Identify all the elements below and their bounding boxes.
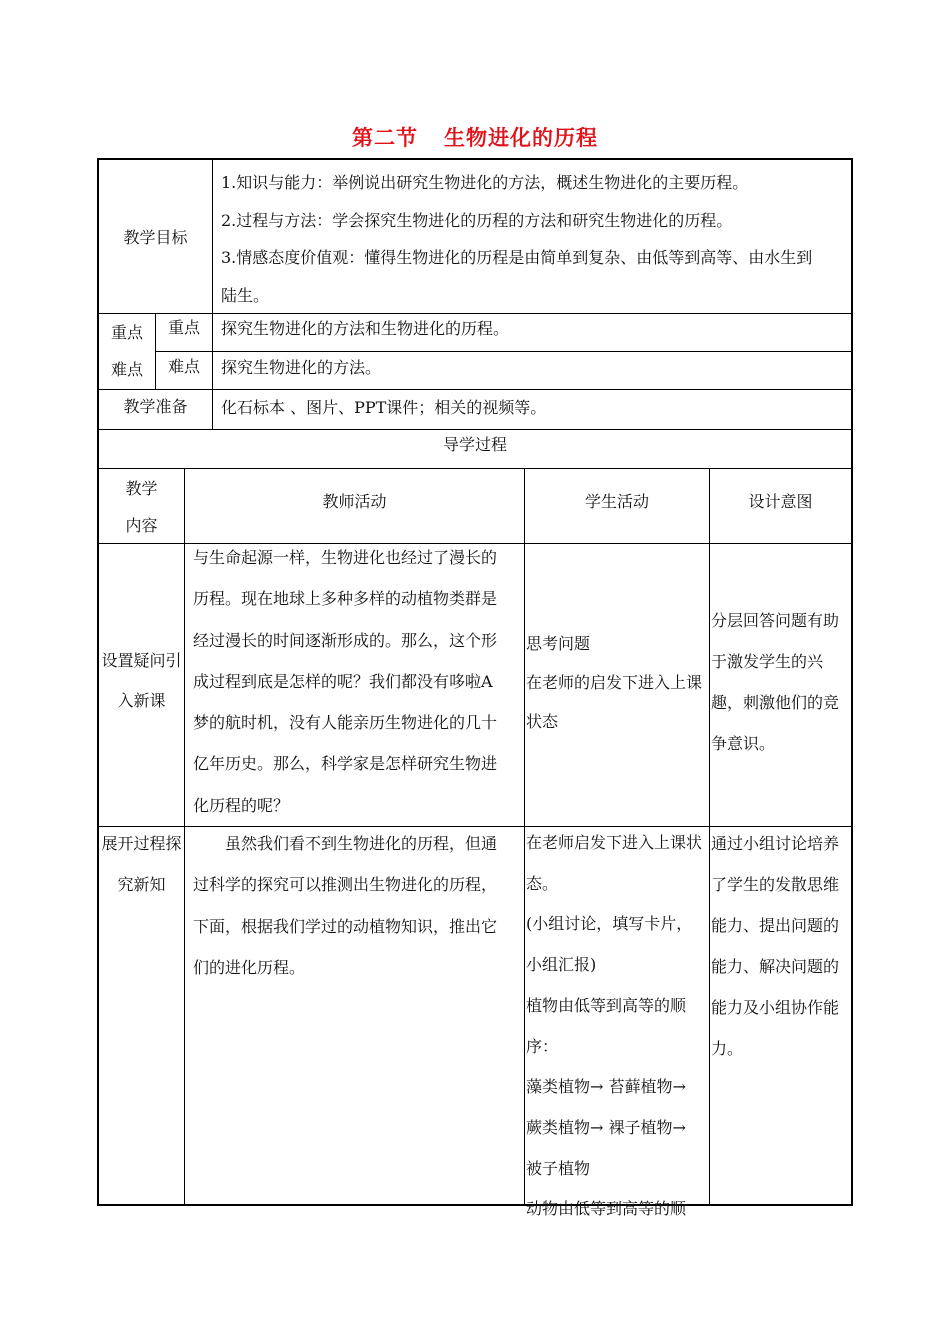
goal-line: 3.情感态度价值观：懂得生物进化的历程是由简单到复杂、由低等到高等、由水生到 xyxy=(221,248,813,267)
row2-student-line: 小组汇报) xyxy=(526,955,597,975)
prep-label: 教学准备 xyxy=(123,396,188,416)
table-border-bottom xyxy=(97,1204,853,1206)
table-border-right xyxy=(851,158,853,1205)
row2-student-line: 被子植物 xyxy=(526,1158,591,1178)
guide-title: 导学过程 xyxy=(442,434,507,454)
row2-design-line: 能力、解决问题的 xyxy=(711,957,840,976)
goals-text xyxy=(221,164,849,314)
goal-line: 2.过程与方法：学会探究生物进化的历程的方法和研究生物进化的历程。 xyxy=(221,210,733,230)
header-student: 学生活动 xyxy=(584,492,649,511)
table-divider-v xyxy=(184,468,185,1204)
row2-student-line: 植物由低等到高等的顺 xyxy=(526,995,687,1015)
row2-student-line: (小组讨论，填写卡片， xyxy=(526,914,693,934)
row1-teacher-line: 与生命起源一样，生物进化也经过了漫长的 xyxy=(193,548,498,567)
row2-student-line: 动物由低等到高等的顺 xyxy=(526,1199,687,1219)
row2-design-line: 了学生的发散思维 xyxy=(711,875,840,894)
row2-student-line: 在老师启发下进入上课状 xyxy=(526,833,703,852)
goal-line: 1.知识与能力：举例说出研究生物进化的方法，概述生物进化的主要历程。 xyxy=(221,173,749,192)
key-label-line: 重点 xyxy=(110,323,143,342)
row2-design-line: 力。 xyxy=(711,1039,744,1058)
header-design: 设计意图 xyxy=(748,492,813,511)
table-divider xyxy=(155,351,853,352)
row1-teacher-line: 梦的航时机，没有人能亲历生物进化的几十 xyxy=(193,713,498,733)
row1-student-line: 在老师的启发下进入上课 xyxy=(526,673,703,692)
row2-design xyxy=(711,823,851,1069)
row1-student-line: 思考问题 xyxy=(526,634,591,653)
goals-label: 教学目标 xyxy=(123,227,188,247)
row1-teacher xyxy=(193,537,523,826)
row1-student-line: 状态 xyxy=(526,712,559,731)
header-content-line: 内容 xyxy=(125,516,158,535)
row1-design xyxy=(711,600,851,764)
row2-design-line: 能力及小组协作能 xyxy=(711,998,840,1017)
table-divider-v xyxy=(524,468,525,1204)
row2-student xyxy=(526,823,709,1230)
difficult-point-text: 探究生物进化的方法。 xyxy=(221,358,382,377)
row1-teacher-line: 成过程到底是怎样的呢？我们都没有哆啦A xyxy=(193,671,493,691)
row1-design-line: 趣，刺激他们的竞 xyxy=(711,693,840,712)
row2-student-line: 蕨类植物→ 裸子植物→ xyxy=(526,1117,686,1137)
row1-teacher-line: 化历程的呢？ xyxy=(193,795,290,815)
row1-student xyxy=(526,624,709,741)
row2-student-line: 序： xyxy=(526,1036,559,1056)
goal-line: 陆生。 xyxy=(221,285,270,305)
key-difficulty-label xyxy=(99,314,155,389)
row2-teacher-line: 虽然我们看不到生物进化的历程，但通 xyxy=(193,834,498,853)
difficult-point-label: 难点 xyxy=(167,356,200,376)
row2-student-line: 藻类植物→ 苔藓植物→ xyxy=(526,1077,686,1097)
prep-text: 化石标本 、图片、PPT课件；相关的视频等。 xyxy=(221,398,547,417)
row2-design-line: 能力、提出问题的 xyxy=(711,916,840,935)
row1-content-line: 入新课 xyxy=(117,691,166,710)
title-section: 第二节 xyxy=(352,126,418,150)
row1-content-line: 设置疑问引 xyxy=(101,651,182,670)
header-content xyxy=(99,470,184,544)
page-title xyxy=(0,122,950,152)
table-divider-v xyxy=(212,158,213,429)
header-teacher: 教师活动 xyxy=(322,492,387,511)
row2-teacher xyxy=(193,823,523,988)
row2-teacher-line: 们的进化历程。 xyxy=(193,957,306,977)
difficulty-label-line: 难点 xyxy=(110,360,143,379)
row2-design-line: 通过小组讨论培养 xyxy=(711,834,840,853)
row2-teacher-line: 过科学的探究可以推测出生物进化的历程， xyxy=(193,875,498,895)
row1-design-line: 于激发学生的兴 xyxy=(711,652,824,671)
title-topic: 生物进化的历程 xyxy=(444,126,598,150)
key-point-label: 重点 xyxy=(167,317,200,337)
header-content-line: 教学 xyxy=(125,479,158,498)
row2-content-line: 究新知 xyxy=(117,875,166,894)
row1-design-line: 分层回答问题有助 xyxy=(711,611,840,630)
key-point-text: 探究生物进化的方法和生物进化的历程。 xyxy=(221,319,510,338)
row2-content-line: 展开过程探 xyxy=(101,834,182,853)
table-divider-v xyxy=(709,468,710,1204)
row1-content xyxy=(99,641,184,721)
row1-design-line: 争意识。 xyxy=(711,734,776,753)
row2-teacher-line: 下面，根据我们学过的动植物知识，推出它 xyxy=(193,916,498,936)
row1-teacher-line: 经过漫长的时间逐渐形成的。那么，这个形 xyxy=(193,630,498,650)
row1-teacher-line: 亿年历史。那么，科学家是怎样研究生物进 xyxy=(193,754,498,774)
row2-student-line: 态。 xyxy=(526,873,559,893)
row1-teacher-line: 历程。现在地球上多种多样的动植物类群是 xyxy=(193,589,498,609)
row2-content xyxy=(99,823,184,905)
